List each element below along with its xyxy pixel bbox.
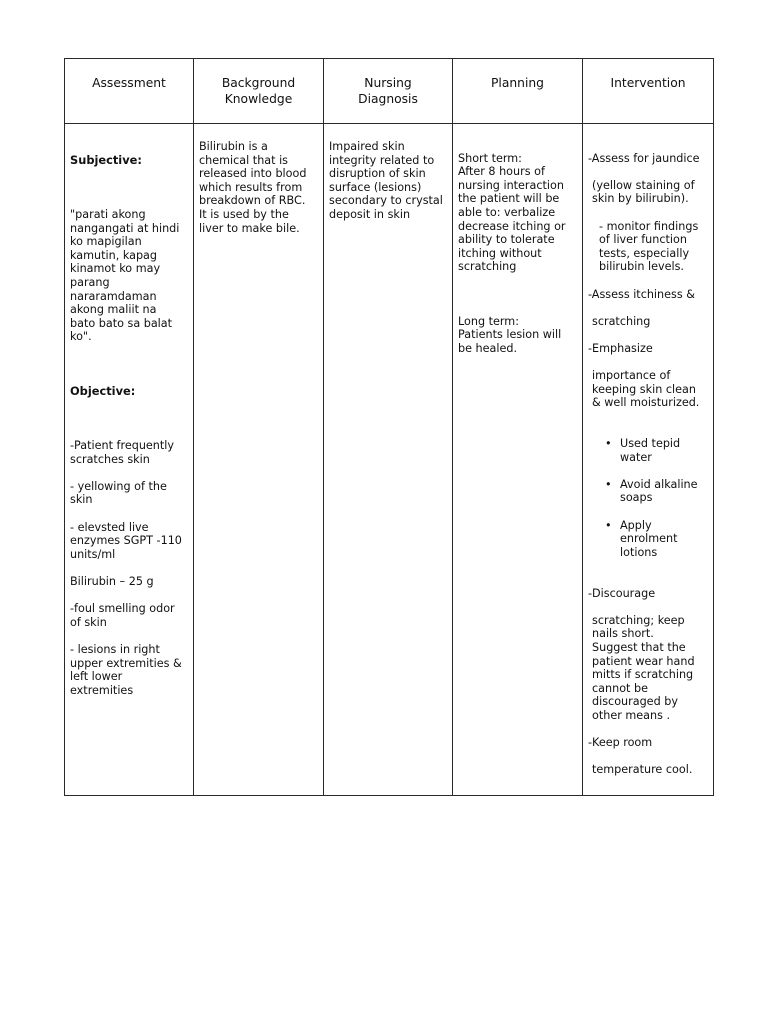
objective-item: - elevsted live enzymes SGPT -110 units/ml (70, 520, 182, 561)
header-intervention (583, 59, 714, 124)
intervention-content (583, 124, 713, 795)
subjective-label: Subjective: (70, 152, 142, 167)
background-knowledge-cell (194, 124, 324, 796)
intervention-bullet-list (588, 423, 711, 573)
bullet-icon: • (605, 437, 612, 451)
intervention-item: -Emphasize (588, 341, 653, 355)
header-planning (453, 59, 583, 124)
header-nursing-diagnosis (324, 59, 453, 124)
intervention-item: -Keep room (588, 736, 653, 750)
intervention-item: -Assess itchiness & (588, 287, 695, 301)
planning-cell (453, 124, 583, 796)
header-background-knowledge-label: Background Knowledge (221, 76, 296, 106)
list-item (605, 477, 711, 505)
nursing-diagnosis-cell (324, 124, 453, 796)
intervention-item: - monitor findings of liver function tests, especially bilirubin levels. (599, 219, 699, 274)
bullet-icon: • (605, 477, 612, 491)
intervention-item: scratching; keep nails short. Suggest that the patient wear hand mitts if scratching cannot be discouraged by other means . (592, 613, 695, 722)
subjective-text: "parati akong nangangati at hindi ko mapigilan kamutin, kapag kinamot ko may parang nararamdaman akong maliit na bato bato sa balat ko". (70, 207, 180, 344)
intervention-item: scratching (592, 314, 651, 328)
header-planning-label: Planning (491, 76, 544, 90)
table-row (65, 124, 714, 796)
intervention-item: -Assess for jaundice (588, 151, 700, 165)
planning-short-term: Short term: After 8 hours of nursing interaction the patient will be able to: verbalize decrease itching or ability to tolerate itching without scratching (458, 151, 566, 274)
header-row (65, 59, 714, 124)
planning-long-term: Long term: Patients lesion will be healed. (458, 314, 562, 355)
intervention-item: (yellow staining of skin by bilirubin). (592, 178, 695, 206)
header-background-knowledge (194, 59, 324, 124)
intervention-item: -Discourage (588, 586, 656, 600)
bullet-text: Avoid alkaline soaps (620, 477, 698, 505)
intervention-cell (583, 124, 714, 796)
header-nursing-diagnosis-label: Nursing Diagnosis (358, 76, 418, 106)
bullet-icon: • (605, 518, 612, 532)
intervention-item: temperature cool. (592, 763, 693, 777)
objective-item: -foul smelling odor of skin (70, 602, 175, 629)
assessment-cell (65, 124, 194, 796)
intervention-item: importance of keeping skin clean & well moisturized. (592, 369, 700, 410)
header-intervention-label: Intervention (610, 76, 686, 90)
assessment-content (65, 124, 193, 715)
nursing-care-plan-table (64, 58, 714, 796)
background-knowledge-text: Bilirubin is a chemical that is released into blood which results from breakdown of RBC. It is used by the liver to make bile. (199, 140, 307, 235)
objective-item: -Patient frequently scratches skin (70, 439, 175, 466)
objective-label: Objective: (70, 383, 136, 398)
bullet-text: Apply enrolment lotions (620, 518, 678, 559)
bullet-text: Used tepid water (620, 437, 681, 464)
list-item (605, 518, 711, 560)
nursing-diagnosis-text: Impaired skin integrity related to disruption of skin surface (lesions) secondary to crystal deposit in skin (329, 140, 443, 221)
list-item (605, 437, 711, 464)
objective-item: - lesions in right upper extremities & left lower extremities (70, 642, 182, 697)
planning-content (453, 124, 582, 373)
header-assessment-label: Assessment (92, 76, 166, 90)
objective-item: Bilirubin – 25 g (70, 575, 154, 588)
header-assessment (65, 59, 194, 124)
objective-item: - yellowing of the skin (70, 479, 167, 507)
